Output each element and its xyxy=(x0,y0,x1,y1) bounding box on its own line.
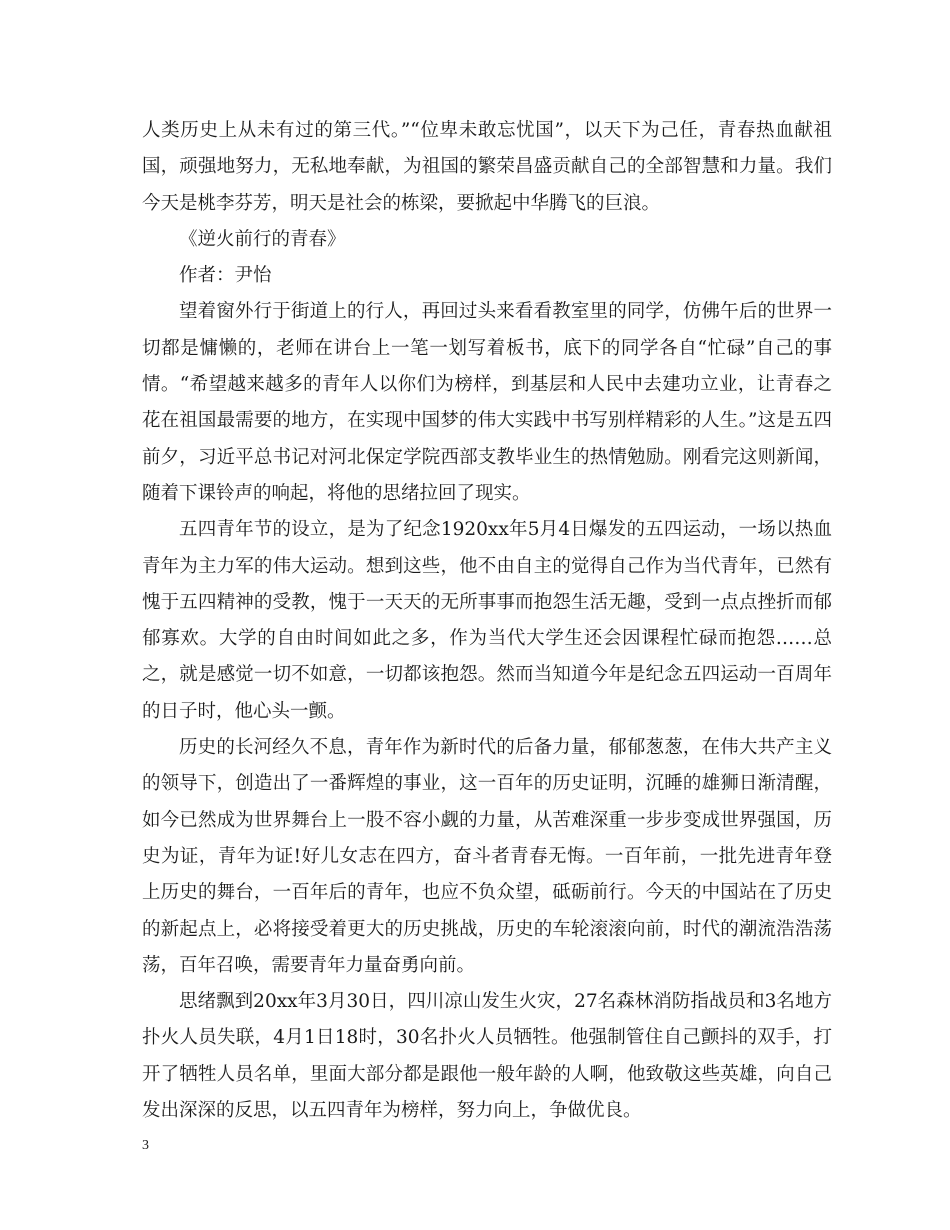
paragraph: 五四青年节的设立，是为了纪念1920xx年5月4日爆发的五四运动，一场以热血青年为主力军的伟大运动。想到这些，他不由自主的觉得自己作为当代青年，已然有愧于五四精神的受教，愧于一天天的无所事事而抱怨生活无趣，受到一点点挫折而郁郁寡欢。大学的自由时间如此之多，作为当代大学生还会因课程忙碌而抱怨……总之，就是感觉一切不如意，一切都该抱怨。然而当知道今年是纪念五四运动一百周年的日子时，他心头一颤。 xyxy=(142,519,832,722)
paragraph-continued: 人类历史上从未有过的第三代。”“位卑未敢忘忧国”，以天下为己任，青春热血献祖国，顽强地努力，无私地奉献，为祖国的繁荣昌盛贡献自己的全部智慧和力量。我们今天是桃李芬芳，明天是社会的栋梁，要掀起中华腾飞的巨浪。 xyxy=(142,120,832,214)
paragraph: 望着窗外行于街道上的行人，再回过头来看看教室里的同学，仿佛午后的世界一切都是慵懒的，老师在讲台上一笔一划写着板书，底下的同学各自“忙碌”自己的事情。“希望越来越多的青年人以你们为榜样，到基层和人民中去建功立业，让青春之花在祖国最需要的地方，在实现中国梦的伟大实践中书写别样精彩的人生。”这是五四前夕，习近平总书记对河北保定学院西部支教毕业生的热情勉励。刚看完这则新闻，随着下课铃声的响起，将他的思绪拉回了现实。 xyxy=(142,301,832,504)
document-body xyxy=(142,113,832,1129)
essay-title: 《逆火前行的青春》 xyxy=(179,228,346,250)
paragraph: 历史的长河经久不息，青年作为新时代的后备力量，郁郁葱葱，在伟大共产主义的领导下，创造出了一番辉煌的事业，这一百年的历史证明，沉睡的雄狮日渐清醒，如今已然成为世界舞台上一股不容小觑的力量，从苦难深重一步步变成世界强国，历史为证，青年为证!好儿女志在四方，奋斗者青春无悔。一百年前，一批先进青年登上历史的舞台，一百年后的青年，也应不负众望，砥砺前行。今天的中国站在了历史的新起点上，必将接受着更大的历史挑战，历史的车轮滚滚向前，时代的潮流浩浩荡荡，百年召唤，需要青年力量奋勇向前。 xyxy=(142,737,832,976)
paragraph: 思绪飘到20xx年3月30日，四川凉山发生火灾，27名森林消防指战员和3名地方扑火人员失联，4月1日18时，30名扑火人员牺牲。他强制管住自己颤抖的双手，打开了牺牲人员名单，里面大部分都是跟他一般年龄的人啊，他致敬这些英雄，向自己发出深深的反思，以五四青年为榜样，努力向上，争做优良。 xyxy=(142,991,832,1122)
essay-author: 作者：尹怡 xyxy=(179,265,272,287)
page-number: 3 xyxy=(142,1138,149,1153)
